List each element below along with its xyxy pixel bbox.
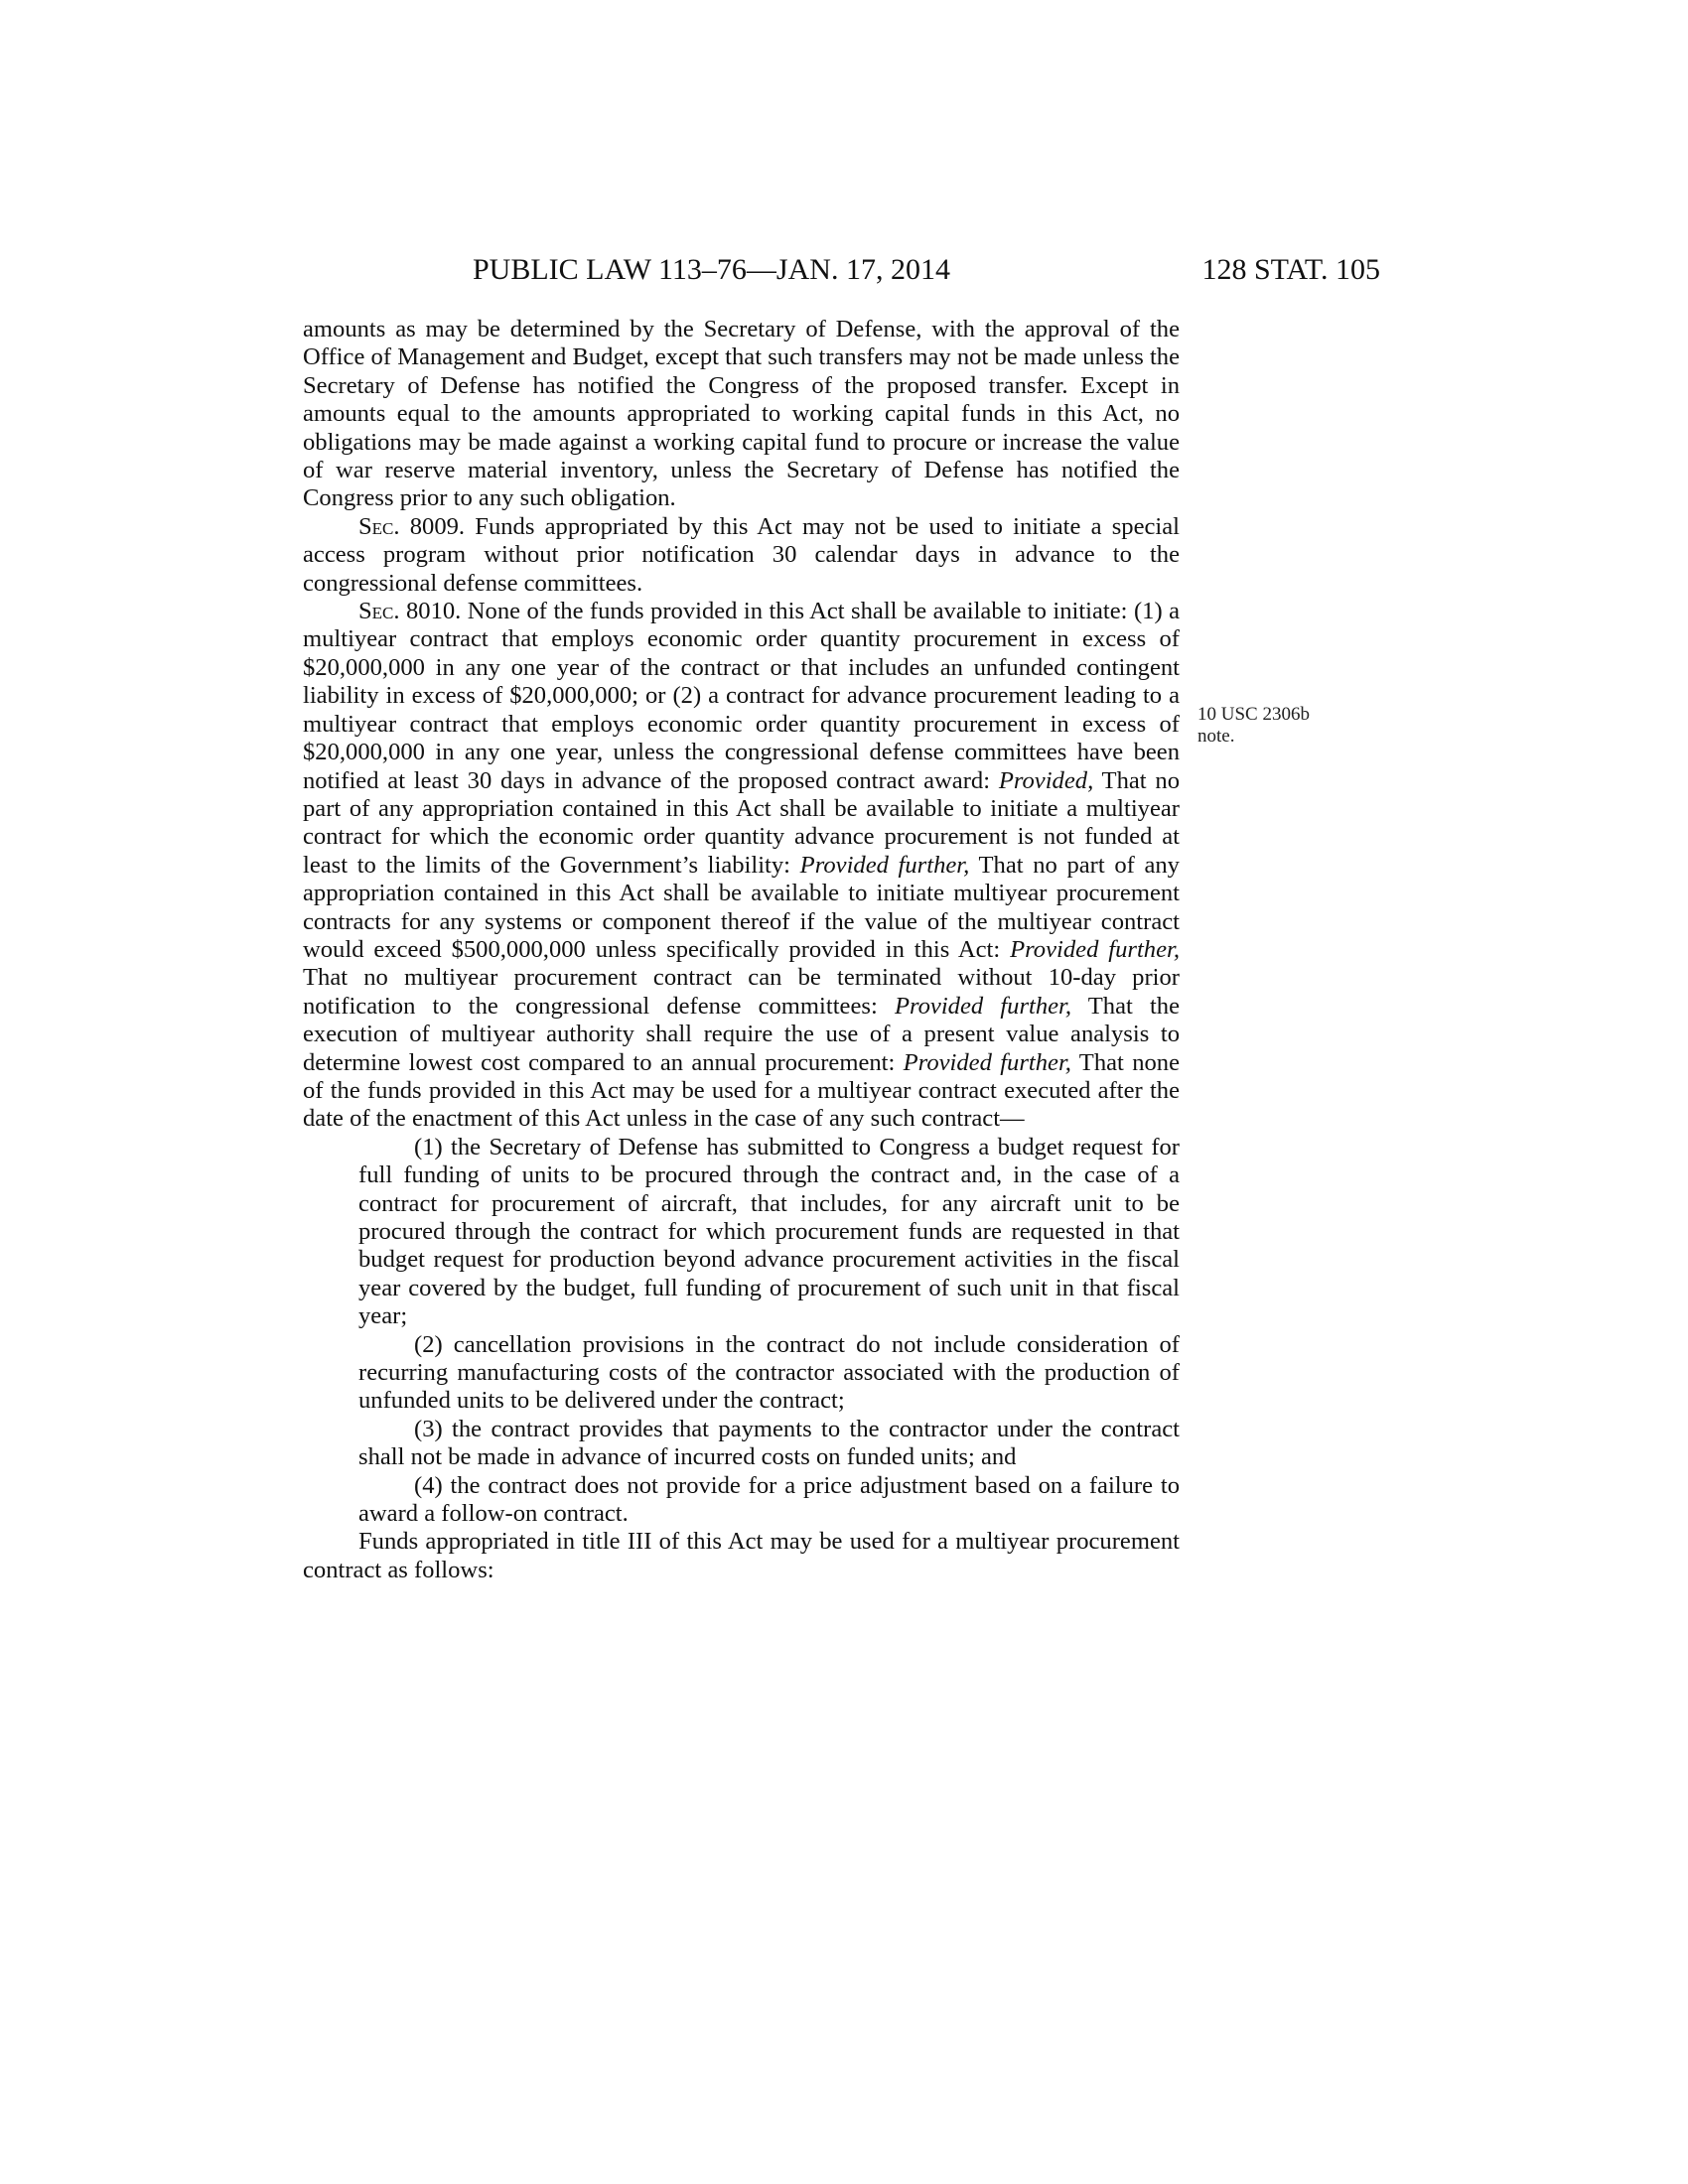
- running-header: [298, 250, 1380, 290]
- margin-note-suffix: note.: [1197, 726, 1235, 747]
- proviso-label: Provided further,: [799, 851, 970, 879]
- proviso-label: Provided further,: [903, 1048, 1071, 1076]
- list-item: (3) the contract provides that payments to the contractor under the contract shall not be made in advance of incurred costs on funded units; and: [358, 1415, 1180, 1471]
- section-text: Funds appropriated by this Act may not be used to initiate a special access program without prior notification 30 calendar days in advance to the congressional defense committees.: [303, 512, 1180, 597]
- paragraph-continued: amounts as may be determined by the Secretary of Defense, with the approval of the Office of Management and Budget, except that such transfers may not be made unless the Secretary of Defense has notified the Congress of the proposed transfer. Except in amounts equal to the amounts appropriated to working capital funds in this Act, no obligations may be made against a working capital fund to procure or increase the value of war reserve material inventory, unless the Secretary of Defense has notified the Congress prior to any such obligation.: [303, 316, 1180, 512]
- section-8009: [303, 513, 1180, 598]
- statute-page-number: 128 STAT. 105: [1201, 253, 1380, 286]
- margin-note: [1197, 704, 1317, 748]
- section-text: None of the funds provided in this Act shall be available to initiate: (1) a multiyear contract that employs economic order quantity procurement in excess of $20,000,000 in any one year of the contract or that includes an unfunded contingent liability in excess of $20,000,000; or (2) a contract for advance procurement leading to a multiyear contract that employs economic order quantity procurement in excess of $20,000,000 in any one year, unless the congressional defense committees have been notified at least 30 days in advance of the proposed contract award:: [303, 598, 1180, 794]
- document-body: [303, 316, 1180, 1584]
- public-law-title: PUBLIC LAW 113–76—JAN. 17, 2014: [473, 253, 950, 286]
- list-item: (4) the contract does not provide for a price adjustment based on a failure to award a follow-on contract.: [358, 1471, 1180, 1528]
- proviso-label: Provided,: [998, 766, 1094, 794]
- closing-paragraph: Funds appropriated in title III of this Act may be used for a multiyear procurement contract as follows:: [303, 1528, 1180, 1583]
- section-label: Sec. 8010.: [358, 598, 462, 625]
- proviso-label: Provided further,: [894, 992, 1072, 1020]
- margin-note-citation: 10 USC 2306b: [1197, 704, 1310, 725]
- proviso-label: Provided further,: [1010, 935, 1181, 963]
- section-text: That no multiyear procurement contract can be terminated without 10-day prior notification to the congressional defense committees:: [303, 964, 1180, 1020]
- section-text: That the execution of multiyear authority shall require the use of a present value analysis to determine lowest cost compared to an annual procurement:: [303, 992, 1181, 1076]
- section-label: Sec. 8009.: [358, 512, 466, 540]
- list-item: (2) cancellation provisions in the contract do not include consideration of recurring manufacturing costs of the contractor associated with the production of unfunded units to be delivered under the contract;: [358, 1330, 1180, 1415]
- section-text: That no part of any appropriation contained in this Act shall be available to initiate a multiyear contract for which the economic order quantity advance procurement is not funded at least to the limits of the Government’s liability:: [303, 766, 1180, 879]
- section-text: That no part of any appropriation contained in this Act shall be available to initiate multiyear procurement contracts for any systems or component thereof if the value of the multiyear contract would exceed $500,000,000 unless specifically provided in this Act:: [303, 851, 1180, 963]
- section-text: That none of the funds provided in this Act may be used for a multiyear contract executed after the date of the enactment of this Act unless in the case of any such contract—: [303, 1048, 1180, 1133]
- section-8010: [303, 598, 1180, 1134]
- list-item: (1) the Secretary of Defense has submitted to Congress a budget request for full funding of units to be procured through the contract and, in the case of a contract for procurement of aircraft, that includes, for any aircraft unit to be procured through the contract for which procurement funds are requested in that budget request for production beyond advance procurement activities in the fiscal year covered by the budget, full funding of procurement of such unit in that fiscal year;: [358, 1133, 1180, 1330]
